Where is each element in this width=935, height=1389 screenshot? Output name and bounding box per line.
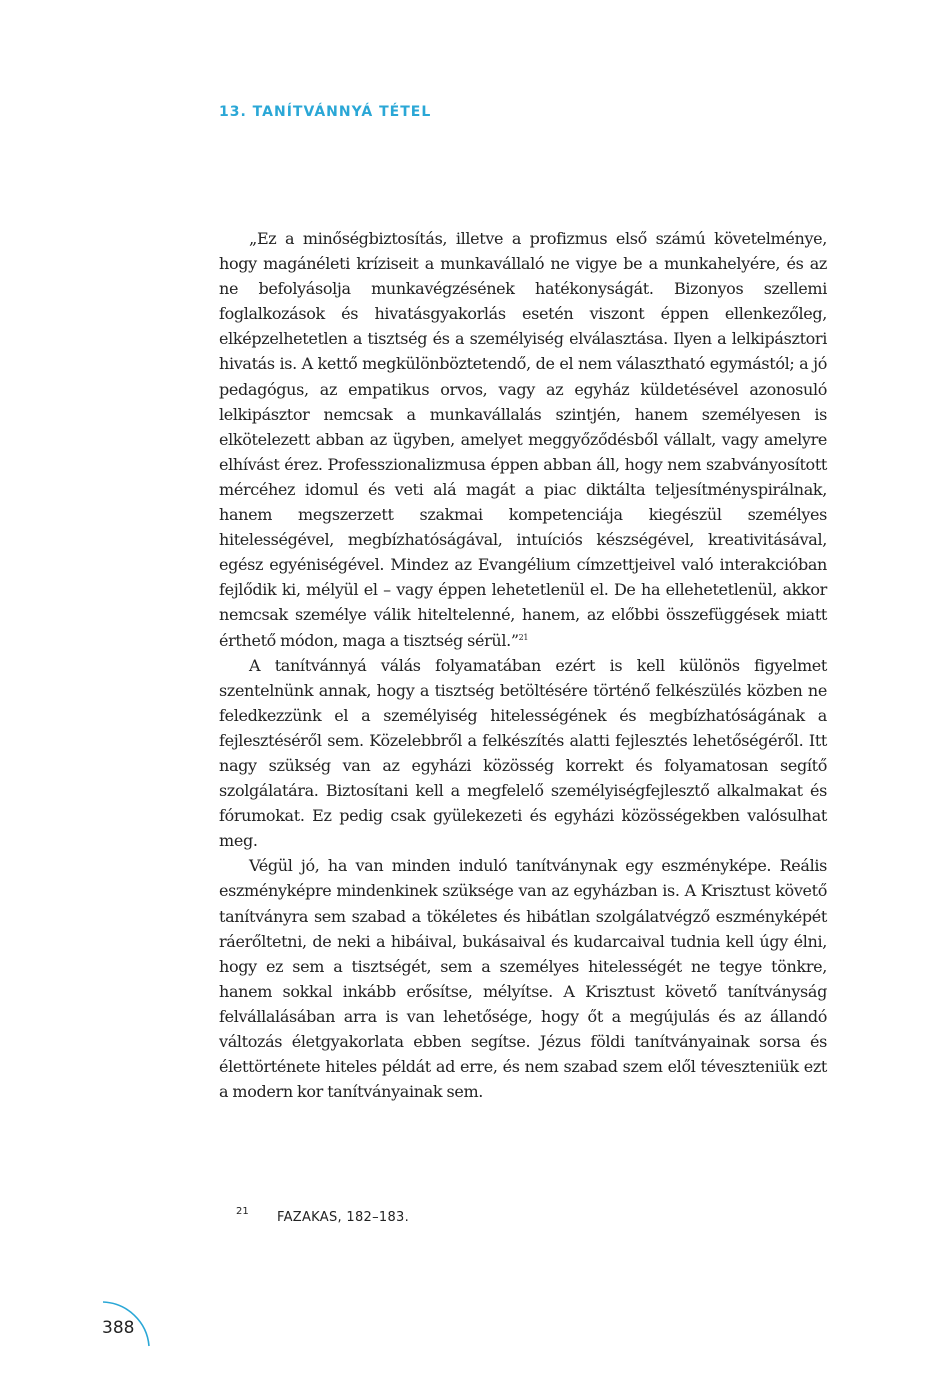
footnote-number: 21	[236, 1206, 249, 1217]
footnote-text: FAZAKAS, 182–183.	[277, 1210, 410, 1225]
paragraph-2: A tanítvánnyá válás folyamatában ezért is kell különös figyelmet szentelnünk annak, hogy a tisztség betöltésére történő felkészülés közben ne feledkezzünk el a személyiség hitelességének és megbízhatóságának a fejlesztéséről sem. Közelebbről a felkészítés alatti fejlesztés lehetőségéről. Itt nagy szükség van az egyházi közösség korrekt és folyamatosan segítő szolgálatára. Biztosítani kell a megfelelő személyiségfejlesztő alkalmakat és fórumokat. Ez pedig csak gyülekezeti és egyházi közösségekben valósulhat meg.	[219, 655, 827, 851]
footnote-reference[interactable]: 21	[518, 632, 529, 642]
body-text	[219, 226, 827, 1104]
paragraph-quote	[219, 226, 827, 653]
chapter-heading: 13. TANÍTVÁNNYÁ TÉTEL	[219, 104, 432, 120]
paragraph-3: Végül jó, ha van minden induló tanítványnak egy eszményképe. Reális eszményképre mindenkinek szüksége van az egyházban is. A Krisztust követő tanítványra sem szabad a tökéletes és hibátlan szolgálatvégző eszményképét ráerőltetni, de neki a hibáival, bukásaival és kudarcaival tudnia kell úgy élni, hogy ez sem a tisztségét, sem a személyes hitelességét ne tegye tönkre, hanem sokkal inkább erősítse, mélyítse. A Krisztust követő tanítványság felvállalásában arra is van lehetősége, hogy őt a megújulás és az állandó változás életgyakorlata ebben segítse. Jézus földi tanítványainak sorsa és élettörténete hiteles példát ad erre, és nem szabad szem elől téveszteniük ezt a modern kor tanítványainak sem.	[219, 856, 827, 1102]
page-number: 388	[102, 1318, 135, 1338]
quote-text: „Ez a minőségbiztosítás, illetve a profizmus első számú követelménye, hogy magánéleti kríziseit a munkavállaló ne vigye be a munkahelyére, és az ne befolyásolja munkavégzésének hatékonyságát. Bizonyos szellemi foglalkozások és hivatásgyakorlás esetén viszont éppen ellenkezőleg, elképzelhetetlen a tisztség és a személyiség elválasztása. Ilyen a lelkipásztori hivatás is. A kettő megkülönböztetendő, de el nem választható egymástól; a jó pedagógus, az empatikus orvos, vagy az egyház küldetésével azonosuló lelkipásztor nemcsak a munkavállalás szintjén, hanem személyesen is elkötelezett abban az ügyben, amelyet meggyőződésből vállalt, vagy amelyre elhívást érez. Professzionalizmusa éppen abban áll, hogy nem szabványosított mércéhez idomul és veti alá magát a piac diktálta teljesítményspirálnak, hanem megszerzett szakmai kompetenciája kiegészül személyes hitelességével, megbízhatóságával, intuíciós készségével, kreativitásával, egész egyéniségével. Mindez az Evangélium címzettjeivel való interakcióban fejlődik ki, mélyül el – vagy éppen lehetetlenül el. De ha ellehetetlenül, akkor nemcsak személye válik hiteltelenné, hanem, az előbbi összefüggések miatt érthető módon, maga a tisztség sérül.”	[219, 229, 827, 650]
